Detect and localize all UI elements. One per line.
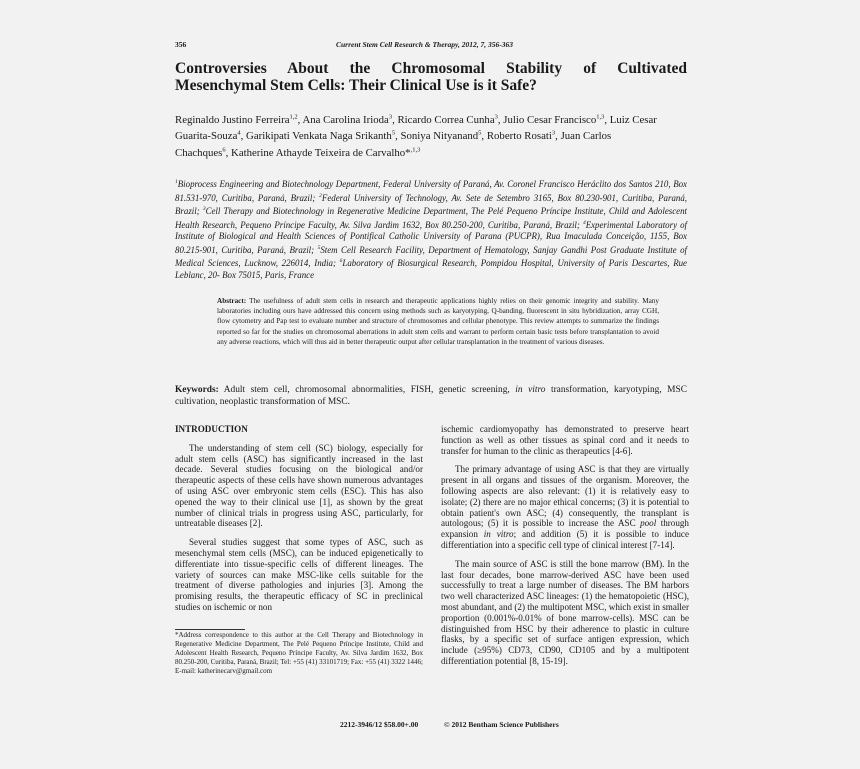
paragraph: Several studies suggest that some types of ASC, such as mesenchymal stem cells (MSC), can be induced epigenetically to differentiate into tissue-specific cells of different lineages. The variety of sources can make MSC-like cells suitable for the treatment of diverse pathologies and injuries [3]. Among the promising results, the therapeutic efficacy of SC in preclinical studies on ischemic or non xyxy=(175,537,423,612)
abstract-text: The usefulness of adult stem cells in research and therapeutic applications highly relies on their genomic integrity and stability. Many laboratories including ours have addressed this concern using methods such as karyotyping, Q-banding, fluorescent in situ hybridization, array CGH, flow cytometry and Pap test to evaluate number and structure of chromosomes and cellular phenotype. This review attempts to summarize the findings reported so far for the studies on chromosomal aberrations in adult stem cells and warrant to perform certain basic tests before transplantation to avoid any adverse reactions, which will thus aid in better therapeutic output after cellular transplantation in the treatment of various diseases. xyxy=(217,297,659,346)
author: Juan Carlos Chachques$^6$, xyxy=(175,130,612,159)
paragraph: The main source of ASC is still the bone marrow (BM). In the last four decades, bone marrow-derived ASC have been used successfully to treat a large number of diseases. The BM harbors two well characterized ASC lineages: (1) the hematopoietic (HSC), most abundant, and (2) the multipotent MSC, which exist in smaller proportion (0.001%-0.01% of bone marrow-cells). MSC can be distinguished from HSC by their adherence to plastic in culture flasks, by a specific set of surface antigen expression, which include (≥95%) CD73, CD90, CD105 and by a multipotent differentiation potential [8, 15-19]. xyxy=(441,558,689,666)
abstract-label: Abstract: xyxy=(217,297,247,305)
section-heading-introduction: INTRODUCTION xyxy=(175,424,248,434)
right-column xyxy=(441,424,689,675)
affiliation: Federal University of Technology, Av. Sete de Setembro 3165, Box 80.230-901, Curitiba, Paraná, Brazil; xyxy=(175,192,687,217)
running-head: Current Stem Cell Research & Therapy, 2012, 7, 356-363 xyxy=(336,40,514,49)
title-line-2: Mesenchymal Stem Cells: Their Clinical Use is it Safe? xyxy=(175,77,537,94)
author: Reginaldo Justino Ferreira$^{1,2}$, xyxy=(175,113,303,126)
author: Ana Carolina Irioda$^3$, xyxy=(302,113,398,126)
author-list xyxy=(175,110,665,160)
footnote-rule xyxy=(175,629,245,630)
correspondence-footnote: *Address correspondence to this author at the Cell Therapy and Biotechnology in Regenerative Medicine Department, The Pelé Pequeno Príncipe Institute, Child and Adolescent Health Research, Pequeno Príncipe Faculty, Av. Silva Jardim 1632, Box 80.250-200, Curitiba, Paraná, Brazil; Tel: +55 (41) 33101719; Fax: +55 (41) 3322 1446; E-mail: katherinecarv@gmail.com xyxy=(175,631,423,675)
page-number: 356 xyxy=(175,40,187,49)
affiliation: Stem Cell Research Facility, Department of Hematology, Sanjay Gandhi Post Graduate Institute of Medical Sciences, Lucknow, 226014, India; xyxy=(175,244,687,269)
affiliation: Experimental Laboratory of Institute of Biological and Health Sciences of Pontifical Catholic University of Parana (PUCPR), Rua Imaculada Conceição, 1155, Box 80.215-901, Curitiba, Paraná, Brazil; xyxy=(175,219,688,255)
author: Garikipati Venkata Naga Srikanth$^5$, xyxy=(246,129,401,143)
affiliation: Cell Therapy and Biotechnology in Regenerative Medicine Department, The Pelé Pequeno Príncipe Institute, Child and Adolescent Health Research, Pequeno Príncipe Faculty, Av. Silva Jardim 1632, Box 80.250-200, Curitiba, Paraná, Brazil; xyxy=(175,206,687,230)
paragraph: ischemic cardiomyopathy has demonstrated to preserve heart function as well as other tissues as spinal cord and it needs to transfer for human to the clinic as therapeutics [4-6]. xyxy=(441,424,689,456)
abstract xyxy=(217,296,659,347)
keywords-label: Keywords: xyxy=(175,385,219,395)
keywords: Keywords: Adult stem cell, chromosomal abnormalities, FISH, genetic screening, in vitro transformation, karyotyping, MSC cultivation, neoplastic transformation of MSC. xyxy=(175,385,687,407)
author: Roberto Rosati$^3$, xyxy=(486,129,561,143)
author: Julio Cesar Francisco$^{1,3}$, xyxy=(503,113,610,126)
page-footer xyxy=(340,720,559,729)
affiliation: Bioprocess Engineering and Biotechnology Department, Federal University of Paraná, Av. Coronel Francisco Heráclito dos Santos 210, Box 81.531-970, Curitiba, Paraná, Brazil; xyxy=(175,178,687,203)
title-line-1: Controversies About the Chromosomal Stability of Cultivated xyxy=(175,60,687,77)
paragraph: The understanding of stem cell (SC) biology, especially for adult stem cells (ASC) has significantly increased in the last decade. Several studies focusing on the biological and/or therapeutic aspects of these cells have shown numerous advantages of using ASC over embryonic stem cells (ESC). This has also opened the way to their clinical use [1], as shown by the great number of clinical trials in progress using ASC, particularly, for untreatable diseases [2]. xyxy=(175,442,423,529)
author: Ricardo Correa Cunha$^3$, xyxy=(397,113,504,126)
article-title xyxy=(175,60,687,94)
left-column xyxy=(175,424,423,621)
author: Luiz Cesar Guarita-Souza$^4$, xyxy=(175,113,657,143)
issn-price: 2212-3946/12 $58.00+.00 xyxy=(340,720,419,729)
affiliation: Laboratory of Biosurgical Research, Pompidou Hospital, University of Paris Descartes, Rue Leblanc, 20- Box 75015, Paris, France xyxy=(175,258,687,280)
affiliations: $^1$Bioprocess Engineering and Biotechnology Department, Federal University of Paraná, Av. Coronel Francisco Heráclito dos Santos 210, Box 81.531-970, Curitiba, Paraná, Brazil; $^2$Federal University of Technology, Av. Sete de Setembro 3165, Box 80.230-901, Curitiba, Paraná, Brazil; $^3$Cell Therapy and Biotechnology in Regenerative Medicine Department, The Pelé Pequeno Príncipe Institute, Child and Adolescent Health Research, Pequeno Príncipe Faculty, Av. Silva Jardim 1632, Box 80.250-200, Curitiba, Paraná, Brazil; $^4$Experimental Laboratory of Institute of Biological and Health Sciences of Pontifical Catholic University of Parana (PUCPR), Rua Imaculada Conceição, 1155, Box 80.215-901, Curitiba, Paraná, Brazil; $^5$Stem Cell Research Facility, Department of Hematology, Sanjay Gandhi Post Graduate Institute of Medical Sciences, Lucknow, 226014, India; $^6$Laboratory of Biosurgical Research, Pompidou Hospital, University of Paris Descartes, Rue Leblanc, 20- Box 75015, Paris, France xyxy=(175,178,688,280)
copyright: © 2012 Bentham Science Publishers xyxy=(443,720,559,729)
paragraph: The primary advantage of using ASC is that they are virtually present in all organs and tissues of the organism. Moreover, the following aspects are also relevant: (1) it is relatively easy to isolate; (2) there are no major ethical concerns; (3) it is potential to obtain patient's own ASC; (4) consequently, the transplant is autologous; (5) it is possible to increase the ASC pool through expansion in vitro; and addition (5) it is possible to induce differentiation into a specific cell type of clinical interest [7-14]. xyxy=(441,464,689,550)
author: Soniya Nityanand$^5$, xyxy=(400,129,487,143)
author: Katherine Athayde Teixeira de Carvalho*$^{,1,3}$ xyxy=(231,146,421,159)
